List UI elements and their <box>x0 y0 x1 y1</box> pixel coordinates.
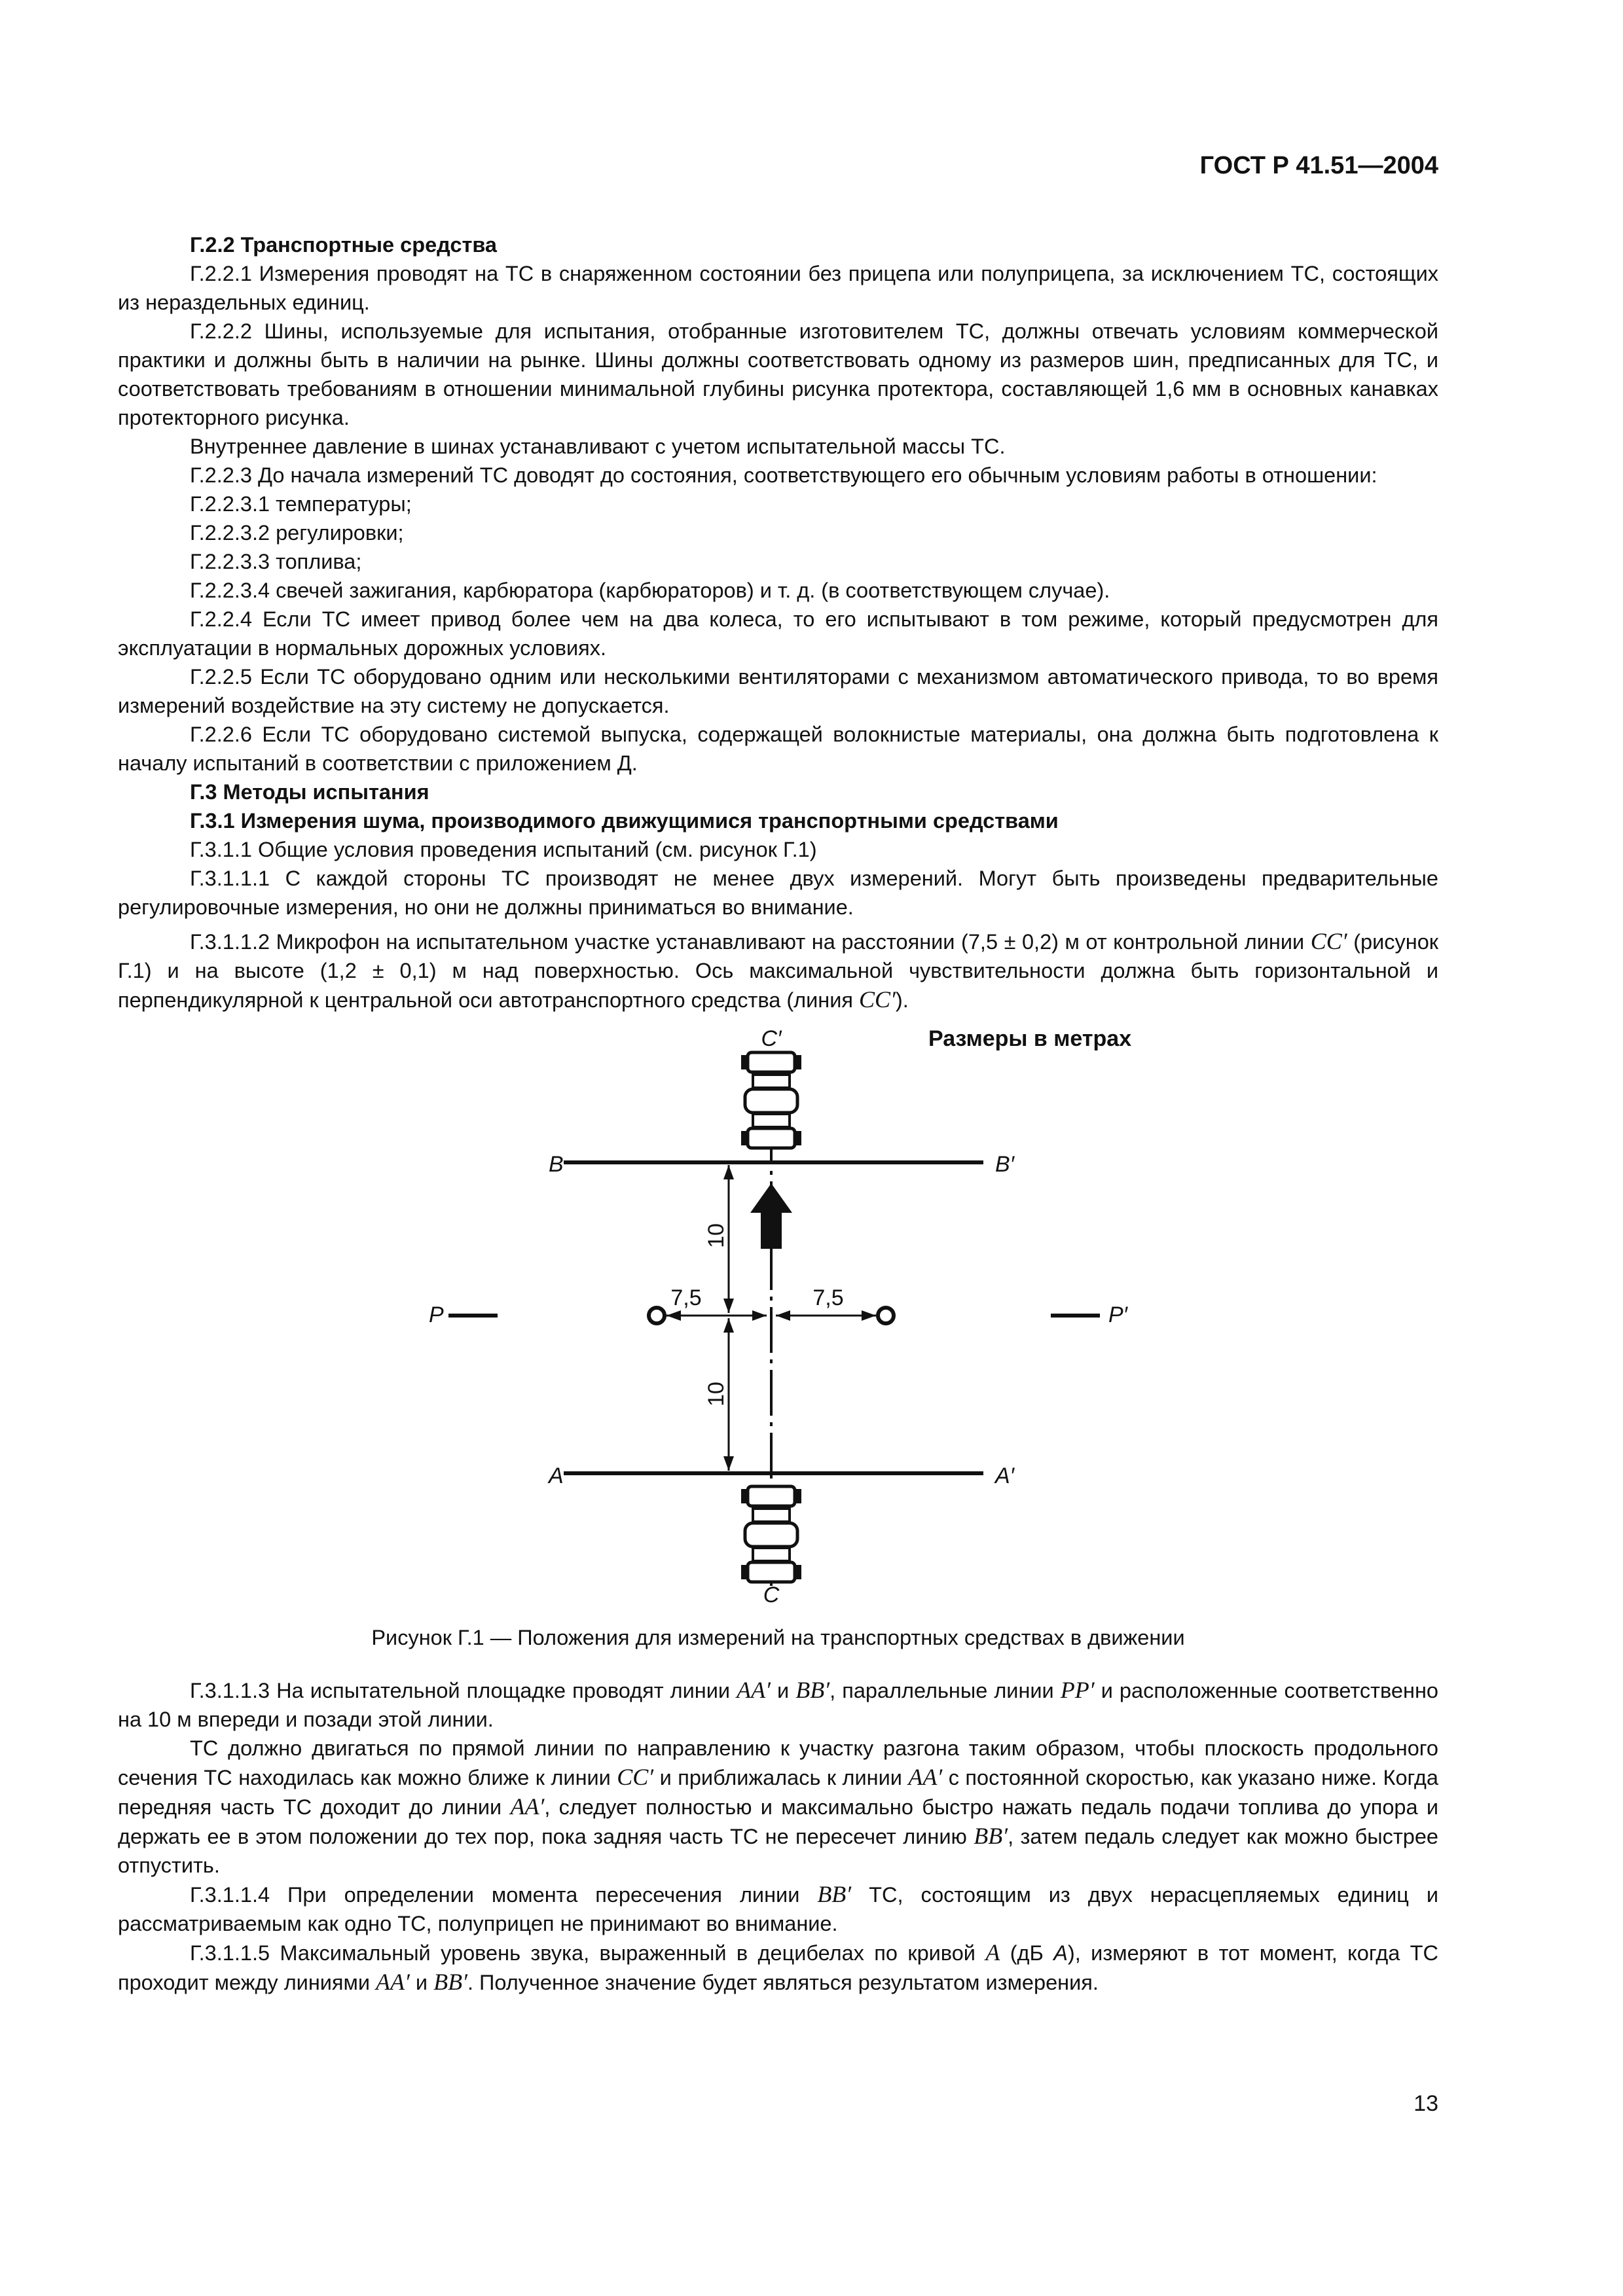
line-symbol: AA′ <box>510 1793 545 1820</box>
paragraph: Г.2.2.3 До начала измерений ТС доводят до состояния, соответствующего его обычным условиям работы в отношении: <box>190 463 1377 487</box>
label-c-prime: C′ <box>761 1026 782 1051</box>
label-c: C <box>763 1583 780 1607</box>
line-symbol: BB′ <box>433 1969 467 1995</box>
line-symbol: AA′ <box>376 1969 410 1995</box>
dim-top-label: 10 <box>704 1223 729 1248</box>
line-symbol: PP′ <box>1060 1677 1095 1703</box>
label-b-prime: B′ <box>995 1152 1015 1177</box>
text-run: (дБ <box>1000 1941 1054 1965</box>
text-run: , затем педаль следует как можно быстрее отпустить. <box>118 1825 1438 1877</box>
page-number: 13 <box>1413 2091 1438 2116</box>
line-symbol: CC′ <box>1310 928 1347 954</box>
text-run: ТС должно двигаться по прямой линии по направлению к участку разгона таким образом, чтобы плоскость продольного сечения ТС находилась как можно ближе к линии <box>118 1736 1438 1789</box>
text-run: и расположенные соответственно на 10 м впереди и позади этой линии. <box>118 1679 1438 1731</box>
label-p: P <box>429 1302 444 1327</box>
vehicle-bottom-icon <box>741 1486 801 1582</box>
list-item: Г.2.2.3.4 свечей зажигания, карбюратора (карбюраторов) и т. д. (в соответствующем случае). <box>190 579 1110 602</box>
line-symbol: BB′ <box>795 1677 830 1703</box>
section-heading: Г.3 Методы испытания <box>190 780 429 804</box>
text-run: и приближалась к линии <box>653 1766 909 1789</box>
paragraph: Внутреннее давление в шинах устанавливают с учетом испытательной массы ТС. <box>190 435 1006 458</box>
subsection-heading: Г.3.1 Измерения шума, производимого движущимися транспортными средствами <box>190 809 1059 833</box>
units-note: Размеры в метрах <box>928 1026 1132 1051</box>
paragraph: Г.3.1.1.1 С каждой стороны ТС производят не менее двух измерений. Могут быть произведены предварительные регулировочные измерения, но они не должны приниматься во внимание. <box>118 867 1438 919</box>
paragraph <box>118 927 1438 1014</box>
label-p-prime: P′ <box>1108 1302 1128 1327</box>
line-symbol: BB′ <box>817 1881 852 1907</box>
figure <box>118 1020 1438 1609</box>
line-symbol: AA′ <box>908 1764 943 1790</box>
paragraph <box>118 1880 1438 1938</box>
label-a: A <box>549 1463 564 1488</box>
text-run: ТС, состоящим из двух нерасцепляемых единиц и рассматриваемым как одно ТС, полуприцеп не принимают во внимание. <box>118 1883 1438 1935</box>
paragraph: Г.2.2.4 Если ТС имеет привод более чем на два колеса, то его испытывают в том режиме, который предусмотрен для эксплуатации в нормальных дорожных условиях. <box>118 607 1438 660</box>
text-run: и <box>409 1971 434 1994</box>
paragraph: Г.2.2.6 Если ТС оборудовано системой выпуска, содержащей волокнистые материалы, она должна быть подготовлена к началу испытаний в соответствии с приложением Д. <box>118 723 1438 775</box>
list-item: Г.2.2.3.1 температуры; <box>190 492 412 516</box>
curve-symbol: A <box>1053 1941 1068 1965</box>
text-run: и <box>770 1679 796 1702</box>
text-run: ), измеряют в тот момент, когда ТС проходит между линиями <box>118 1941 1438 1994</box>
paragraph <box>118 1938 1438 1997</box>
figure-caption: Рисунок Г.1 — Положения для измерений на транспортных средствах в движении <box>371 1626 1185 1649</box>
dim-left-label: 7,5 <box>670 1285 702 1310</box>
microphone-right-icon <box>878 1308 894 1323</box>
text-run: , следует полностью и максимально быстро нажать педаль подачи топлива до упора и держать ее в этом положении до тех пор, пока задняя часть ТС не пересечет линию <box>118 1795 1438 1848</box>
paragraph <box>118 1676 1438 1734</box>
paragraph: Г.2.2.5 Если ТС оборудовано одним или несколькими вентиляторами с механизмом автоматического привода, то во время измерений воздействие на эту систему не допускается. <box>118 665 1438 717</box>
label-b: B <box>549 1152 564 1177</box>
curve-symbol: A <box>985 1939 1000 1965</box>
list-item: Г.2.2.3.3 топлива; <box>190 550 362 573</box>
text-run: Г.3.1.1.3 На испытательной площадке проводят линии <box>190 1679 737 1702</box>
document-body <box>118 230 1438 1997</box>
dim-bottom-label: 10 <box>704 1382 729 1407</box>
label-a-prime: A′ <box>995 1463 1015 1488</box>
line-symbol: AA′ <box>737 1677 771 1703</box>
text-run: Г.3.1.1.5 Максимальный уровень звука, выраженный в децибелах по кривой <box>190 1941 986 1965</box>
document-header: ГОСТ Р 41.51—2004 <box>1199 152 1438 179</box>
text-run: (рисунок Г.1) и на высоте (1,2 ± 0,1) м над поверхностью. Ось максимальной чувствительности должна быть горизонтальной и перпендикулярной к центральной оси автотранспортного средства (линия <box>118 930 1438 1012</box>
text-run: с постоянной скоростью, как указано ниже. Когда передняя часть ТС доходит до линии <box>118 1766 1438 1819</box>
figure-diagram <box>118 1020 1438 1609</box>
direction-arrow-icon <box>750 1183 792 1249</box>
paragraph: Г.2.2.2 Шины, используемые для испытания, отобранные изготовителем ТС, должны отвечать условиям коммерческой практики и должны быть в наличии на рынке. Шины должны соответствовать одному из размеров шин, предписанных для ТС, и соответствовать требованиям в отношении минимальной глубины рисунка протектора, составляющей 1,6 мм в основных канавках протекторного рисунка. <box>118 319 1438 429</box>
line-symbol: BB′ <box>974 1823 1008 1849</box>
paragraph <box>118 1734 1438 1880</box>
microphone-left-icon <box>649 1308 665 1323</box>
line-symbol: CC′ <box>617 1764 654 1790</box>
text-run: , параллельные линии <box>830 1679 1061 1702</box>
list-item: Г.2.2.3.2 регулировки; <box>190 521 404 545</box>
paragraph: Г.2.2.1 Измерения проводят на ТС в снаряженном состоянии без прицепа или полуприцепа, за исключением ТС, состоящих из нераздельных единиц. <box>118 262 1438 314</box>
dim-right-label: 7,5 <box>812 1285 844 1310</box>
text-run: . Полученное значение будет являться результатом измерения. <box>467 1971 1099 1994</box>
section-heading: Г.2.2 Транспортные средства <box>190 233 497 257</box>
text-run: Г.3.1.1.4 При определении момента пересечения линии <box>190 1883 818 1907</box>
vehicle-top-icon <box>741 1052 801 1148</box>
line-symbol: CC′ <box>859 986 896 1013</box>
paragraph: Г.3.1.1 Общие условия проведения испытаний (см. рисунок Г.1) <box>190 838 817 861</box>
text-run: Г.3.1.1.2 Микрофон на испытательном участке устанавливают на расстоянии (7,5 ± 0,2) м от контрольной линии <box>190 930 1311 954</box>
text-run: ). <box>895 988 909 1012</box>
